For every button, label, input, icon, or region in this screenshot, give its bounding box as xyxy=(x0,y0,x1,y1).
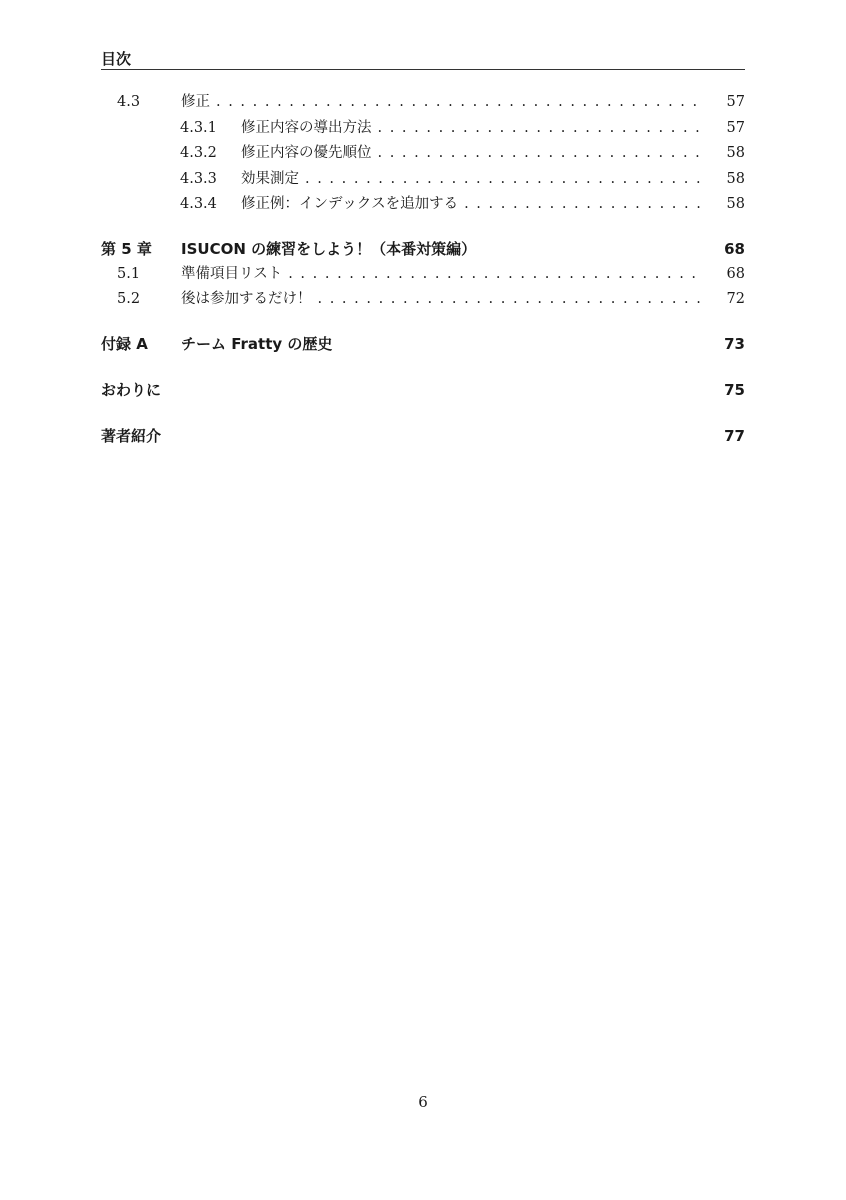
dot-leader xyxy=(376,116,702,142)
running-head-title: 目次 xyxy=(101,50,132,68)
dot-leader xyxy=(376,141,702,167)
toc-page: 58 xyxy=(726,170,745,187)
toc-page: 57 xyxy=(726,94,745,110)
toc-entry-4-3-2[interactable] xyxy=(101,141,745,167)
toc-title: 修正内容の優先順位 xyxy=(241,145,372,161)
toc-number: 4.3 xyxy=(117,94,141,110)
dot-leader xyxy=(316,287,702,313)
toc-page: 58 xyxy=(726,196,745,212)
toc-title: 効果測定 xyxy=(241,170,299,187)
toc-number: 5.1 xyxy=(117,265,141,282)
toc-page: 72 xyxy=(726,291,745,307)
dot-leader xyxy=(462,192,701,218)
page-number: 6 xyxy=(418,1093,428,1111)
dot-leader xyxy=(286,262,701,288)
toc-page: 58 xyxy=(726,145,745,161)
toc-title: 修正内容の導出方法 xyxy=(241,119,372,136)
toc-entry-4-3-4[interactable] xyxy=(101,192,745,218)
dot-leader xyxy=(214,90,701,116)
toc-number: 4.3.1 xyxy=(180,119,217,136)
toc-page: 68 xyxy=(726,265,745,282)
toc-number: 4.3.2 xyxy=(180,145,217,161)
toc-title: ISUCON の練習をしよう！（本番対策編） xyxy=(181,239,477,258)
toc-page: 75 xyxy=(724,380,745,399)
toc-entry-5-2[interactable] xyxy=(101,287,745,313)
table-of-contents xyxy=(101,90,745,449)
toc-entry-afterword[interactable] xyxy=(101,377,745,403)
toc-page: 73 xyxy=(724,334,745,353)
toc-title: 修正例：インデックスを追加する xyxy=(241,196,459,212)
toc-entry-4-3[interactable] xyxy=(101,90,745,116)
toc-number: 第 5 章 xyxy=(101,239,152,258)
toc-entry-appendix-a[interactable] xyxy=(101,331,745,357)
running-head xyxy=(101,50,745,70)
toc-entry-chapter-5[interactable] xyxy=(101,236,745,262)
dot-leader xyxy=(303,167,701,193)
toc-number: 5.2 xyxy=(117,291,141,307)
toc-entry-4-3-1[interactable] xyxy=(101,116,745,142)
toc-page: 68 xyxy=(724,239,745,258)
spacer xyxy=(101,313,745,331)
spacer xyxy=(101,403,745,423)
toc-title: 後は参加するだけ！ xyxy=(181,291,312,307)
toc-page: 57 xyxy=(726,119,745,136)
toc-title: 準備項目リスト xyxy=(181,265,283,282)
spacer xyxy=(101,357,745,377)
toc-title: 著者紹介 xyxy=(101,426,162,445)
toc-title: おわりに xyxy=(101,380,162,399)
toc-entry-authors[interactable] xyxy=(101,423,745,449)
spacer xyxy=(101,218,745,236)
toc-title: チーム Fratty の歴史 xyxy=(181,334,333,353)
toc-number: 4.3.4 xyxy=(180,196,217,212)
toc-number: 4.3.3 xyxy=(180,170,217,187)
toc-entry-4-3-3[interactable] xyxy=(101,167,745,193)
toc-entry-5-1[interactable] xyxy=(101,262,745,288)
toc-title: 修正 xyxy=(181,94,210,110)
toc-number: 付録 A xyxy=(101,334,148,353)
toc-page: 77 xyxy=(724,426,745,445)
